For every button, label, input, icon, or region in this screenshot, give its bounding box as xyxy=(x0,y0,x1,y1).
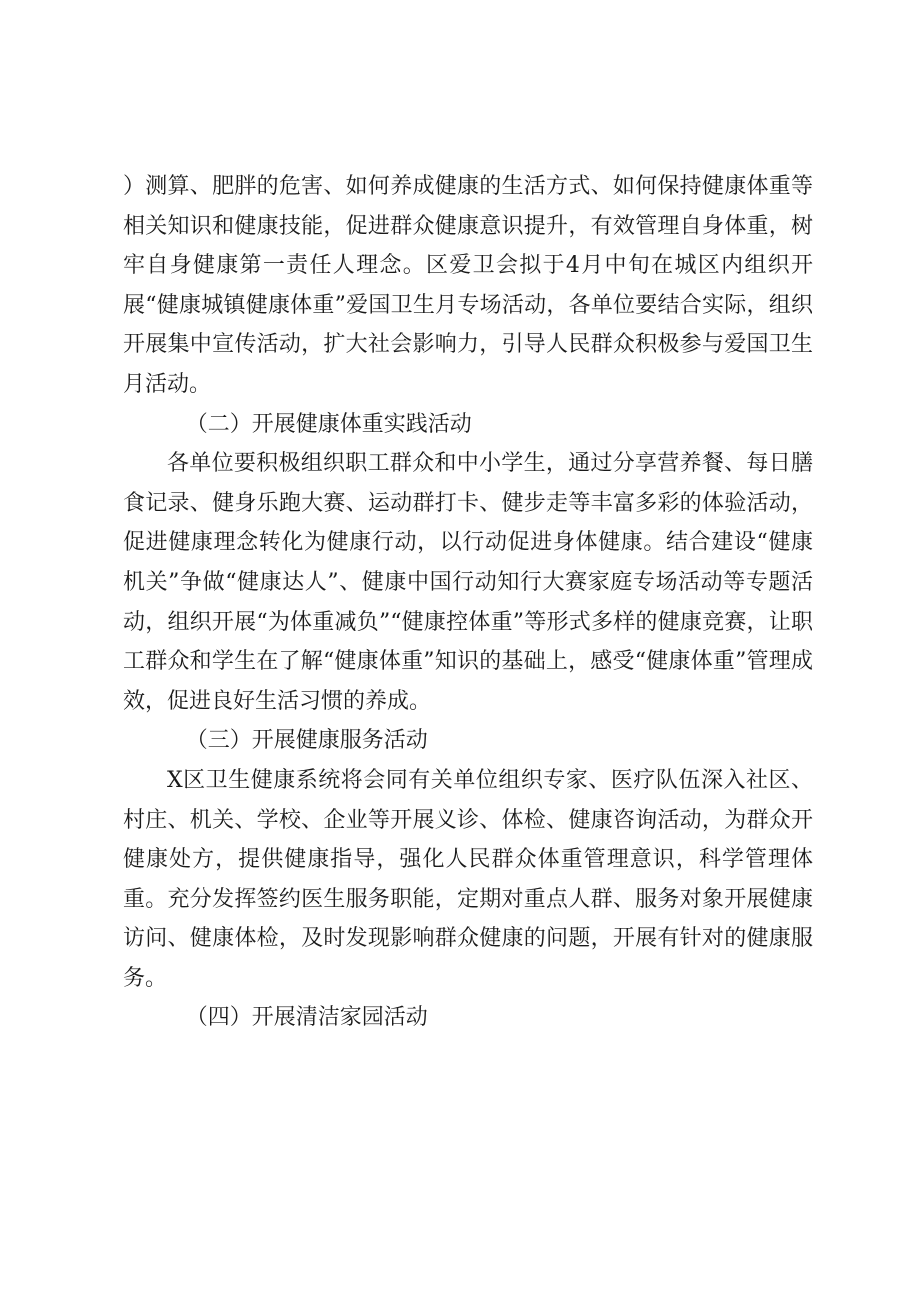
section-heading-2: （二）开展健康体重实践活动 xyxy=(185,411,472,437)
paragraph-health-services: X区卫生健康系统将会同有关单位组织专家、医疗队伍深入社区、村庄、机关、学校、企业等开展义诊、体检、健康咨询活动，为群众开健康处方，提供健康指导，强化人民群众体重管理意识，科学管理体重。充分发挥签约医生服务职能，定期对重点人群、服务对象开展健康访问、健康体检，及时发现影响群众健康的问题，开展有针对的健康服务。 xyxy=(123,767,813,991)
paragraph-health-weight-promotion: ）测算、肥胖的危害、如何养成健康的生活方式、如何保持健康体重等相关知识和健康技能，促进群众健康意识提升，有效管理自身体重，树牢自身健康第一责任人理念。区爱卫会拟于4月中旬在城区内组织开展“健康城镇健康体重”爱国卫生月专场活动，各单位要结合实际，组织开展集中宣传活动，扩大社会影响力，引导人民群众积极参与爱国卫生月活动。 xyxy=(123,174,813,397)
section-heading-4: （四）开展清洁家园活动 xyxy=(185,1005,428,1031)
document-body xyxy=(123,167,813,1038)
section-heading-3: （三）开展健康服务活动 xyxy=(185,728,428,754)
paragraph-practice-activities: 各单位要积极组织职工群众和中小学生，通过分享营养餐、每日膳食记录、健身乐跑大赛、运动群打卡、健步走等丰富多彩的体验活动，促进健康理念转化为健康行动，以行动促进身体健康。结合建设“健康机关”争做“健康达人”、健康中国行动知行大赛家庭专场活动等专题活动，组织开展“为体重减负”“健康控体重”等形式多样的健康竞赛，让职工群众和学生在了解“健康体重”知识的基础上，感受“健康体重”管理成效，促进良好生活习惯的养成。 xyxy=(123,451,813,714)
